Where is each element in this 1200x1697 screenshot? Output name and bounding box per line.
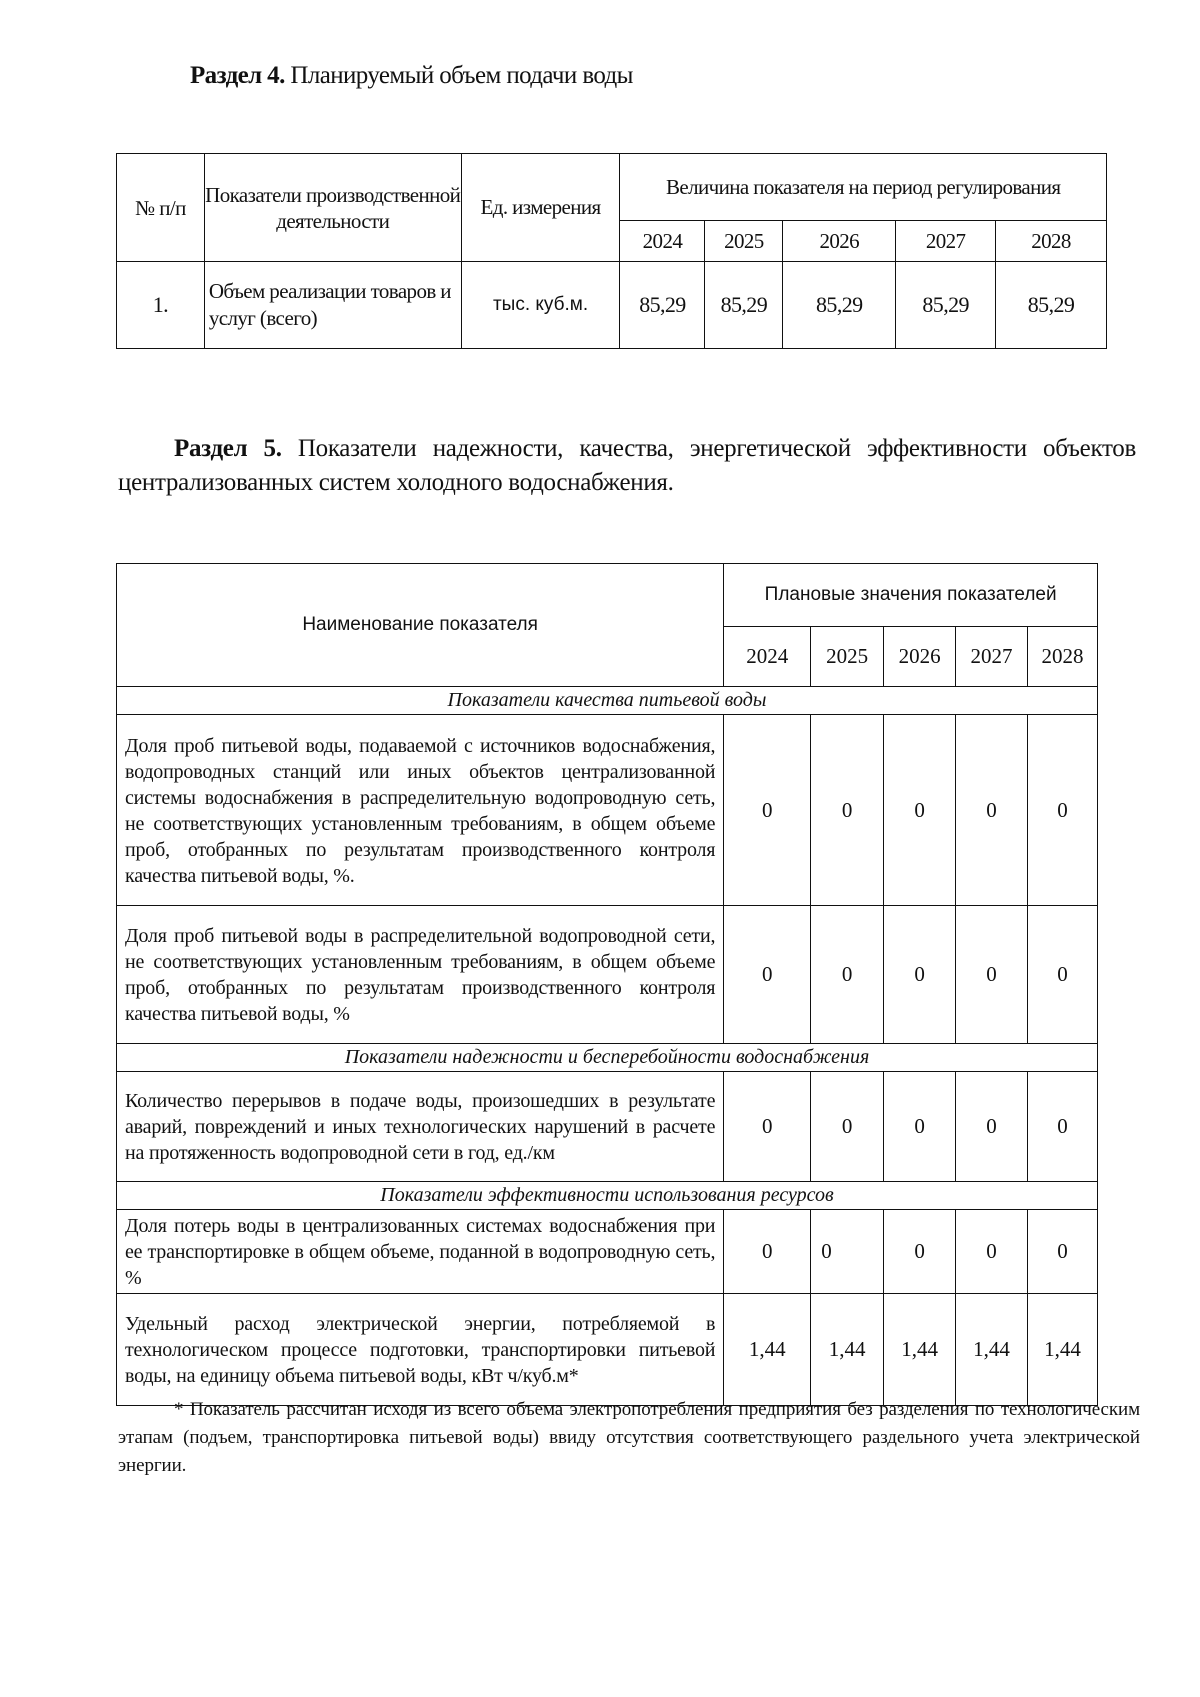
value-cell: 0: [956, 1072, 1028, 1182]
value-cell: 0: [811, 715, 884, 906]
value-cell: 0: [811, 1072, 884, 1182]
value-cell: 0: [884, 1210, 956, 1294]
indicator-name: Доля проб питьевой воды, подаваемой с источников водоснабжения, водопроводных станций или иных объектов централизованной системы водоснабжения в распределительную водопроводную сеть, не соответствующих установленным требованиям, в общем объеме проб, отобранных по результатам производственного контроля качества питьевой воды, %.: [117, 715, 724, 906]
header-year: 2025: [705, 221, 783, 262]
header-indicator-name: Наименование показателя: [117, 564, 724, 687]
indicator-name: Количество перерывов в подаче воды, произошедших в результате аварий, повреждений и иных технологических нарушений в расчете на протяженность водопроводной сети в год, ед./км: [117, 1072, 724, 1182]
indicator-name: Доля потерь воды в централизованных системах водоснабжения при ее транспортировке в общем объеме, поданной в водопроводную сеть, %: [117, 1210, 724, 1294]
value-cell: 0: [1028, 715, 1098, 906]
value-cell: 85,29: [996, 262, 1107, 349]
unit-cell: тыс. куб.м.: [461, 262, 620, 349]
value-cell: 85,29: [896, 262, 996, 349]
value-cell: 1,44: [724, 1294, 811, 1406]
section5-heading: [118, 432, 1136, 500]
table-row: [117, 715, 1098, 906]
value-cell: 0: [1028, 1210, 1098, 1294]
section4-title: Планируемый объем подачи воды: [290, 62, 633, 89]
value-cell: 0: [956, 715, 1028, 906]
header-value-group: Величина показателя на период регулирования: [620, 154, 1107, 221]
section4-heading: [190, 62, 633, 90]
table-row: [117, 1210, 1098, 1294]
table-row: [117, 262, 1107, 349]
indicator-name: Удельный расход электрической энергии, потребляемой в технологическом процессе подготовки, транспортировки питьевой воды, на единицу объема питьевой воды, кВт ч/куб.м*: [117, 1294, 724, 1406]
group-title: Показатели надежности и бесперебойности водоснабжения: [117, 1044, 1098, 1072]
water-supply-volume-table: [116, 153, 1107, 349]
value-cell: 0: [956, 906, 1028, 1044]
value-cell: 0: [724, 1210, 811, 1294]
group-title: Показатели качества питьевой воды: [117, 687, 1098, 715]
value-cell: 1,44: [1028, 1294, 1098, 1406]
value-cell: 0: [884, 906, 956, 1044]
header-plan-values: Плановые значения показателей: [724, 564, 1098, 627]
table-row: [117, 906, 1098, 1044]
section5-label: Раздел 5.: [174, 435, 282, 462]
table-row: [117, 1294, 1098, 1406]
header-row-number: № п/п: [117, 154, 205, 262]
indicator-name: Доля проб питьевой воды в распределительной водопроводной сети, не соответствующих установленным требованиям, в общем объеме проб, отобранных по результатам производственного контроля качества питьевой воды, %: [117, 906, 724, 1044]
header-indicator: Показатели производственной деятельности: [204, 154, 461, 262]
header-unit: Ед. измерения: [461, 154, 620, 262]
footnote: * Показатель рассчитан исходя из всего объема электропотребления предприятия без разделения по технологическим этапам (подъем, транспортировка питьевой воды) ввиду отсутствия соответствующего раздельного учета электрической энергии.: [118, 1399, 1140, 1476]
section4-label: Раздел 4.: [190, 62, 285, 89]
value-cell: 1,44: [884, 1294, 956, 1406]
group-header-row: [117, 1044, 1098, 1072]
value-cell: 0: [724, 906, 811, 1044]
header-year: 2028: [996, 221, 1107, 262]
indicator-name: Объем реализации товаров и услуг (всего): [204, 262, 461, 349]
value-cell: 0: [1028, 906, 1098, 1044]
value-cell: 0: [956, 1210, 1028, 1294]
value-cell: 0: [884, 715, 956, 906]
value-cell: 1,44: [956, 1294, 1028, 1406]
value-cell: 85,29: [620, 262, 705, 349]
value-cell: 85,29: [705, 262, 783, 349]
header-year: 2027: [956, 627, 1028, 687]
value-cell: 0: [811, 906, 884, 1044]
section5-title: Показатели надежности, качества, энергетической эффективности объектов централизованных систем холодного водоснабжения.: [118, 435, 1136, 496]
value-cell: 85,29: [783, 262, 896, 349]
value-cell: 0: [884, 1072, 956, 1182]
value-cell: 1,44: [811, 1294, 884, 1406]
group-header-row: [117, 1182, 1098, 1210]
header-year: 2028: [1028, 627, 1098, 687]
group-header-row: [117, 687, 1098, 715]
header-year: 2024: [620, 221, 705, 262]
header-year: 2026: [884, 627, 956, 687]
group-title: Показатели эффективности использования ресурсов: [117, 1182, 1098, 1210]
header-year: 2027: [896, 221, 996, 262]
table-row: [117, 1072, 1098, 1182]
value-cell: 0: [811, 1210, 884, 1294]
header-year: 2025: [811, 627, 884, 687]
value-cell: 0: [1028, 1072, 1098, 1182]
reliability-indicators-table: [116, 563, 1098, 1406]
value-cell: 0: [724, 1072, 811, 1182]
header-year: 2024: [724, 627, 811, 687]
row-number: 1.: [117, 262, 205, 349]
header-year: 2026: [783, 221, 896, 262]
value-cell: 0: [724, 715, 811, 906]
